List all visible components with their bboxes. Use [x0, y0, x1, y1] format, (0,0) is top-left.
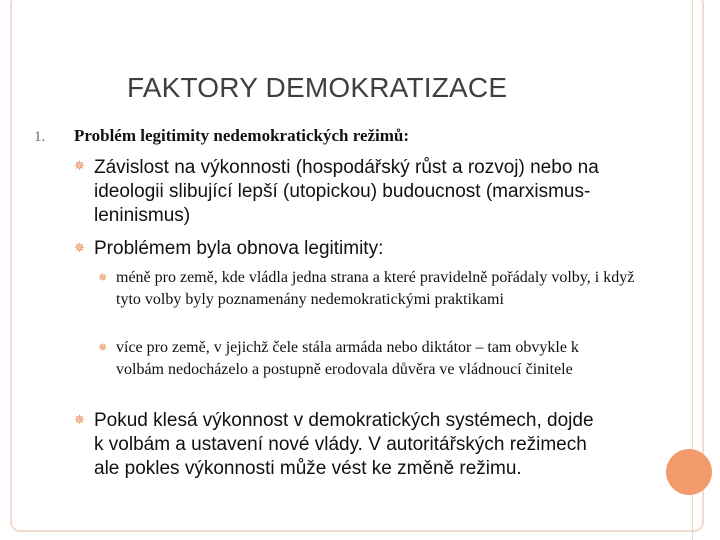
- bullet-icon: ✵: [74, 241, 85, 256]
- bullet-text-2: Problémem byla obnova legitimity:: [94, 238, 384, 259]
- bullet-icon: ✵: [74, 413, 85, 428]
- sub-bullet-icon: ✵: [98, 341, 108, 354]
- decorative-circle: [666, 449, 712, 495]
- item-number: 1.: [34, 129, 46, 145]
- sub-bullet-text-2: více pro země, v jejichž čele stála armáda nebo diktátor – tam obvykle k volbám nedocházelo a postupně erodovala důvěra ve vládnoucí činitele: [116, 339, 579, 378]
- bullet-text-1: Závislost na výkonnosti (hospodářský růst a rozvoj) nebo na ideologii slibující lepší (utopickou) budoucnost (marxismus-leninismus): [94, 157, 599, 226]
- bullet-text-3: Pokud klesá výkonnost v demokratických systémech, dojde k volbám a ustavení nové vlády. V autoritářských režimech ale pokles výkonnosti může vést ke změně režimu.: [94, 410, 594, 479]
- sub-bullet-icon: ✵: [98, 271, 108, 284]
- item-heading: Problém legitimity nedemokratických režimů:: [74, 126, 410, 145]
- slide-title: FAKTORY DEMOKRATIZACE: [127, 72, 508, 103]
- sub-bullet-text-1: méně pro země, kde vládla jedna strana a které pravidelně pořádaly volby, i když tyto volby byly poznamenány nedemokratickými praktikami: [116, 269, 635, 308]
- bullet-icon: ✵: [74, 159, 85, 174]
